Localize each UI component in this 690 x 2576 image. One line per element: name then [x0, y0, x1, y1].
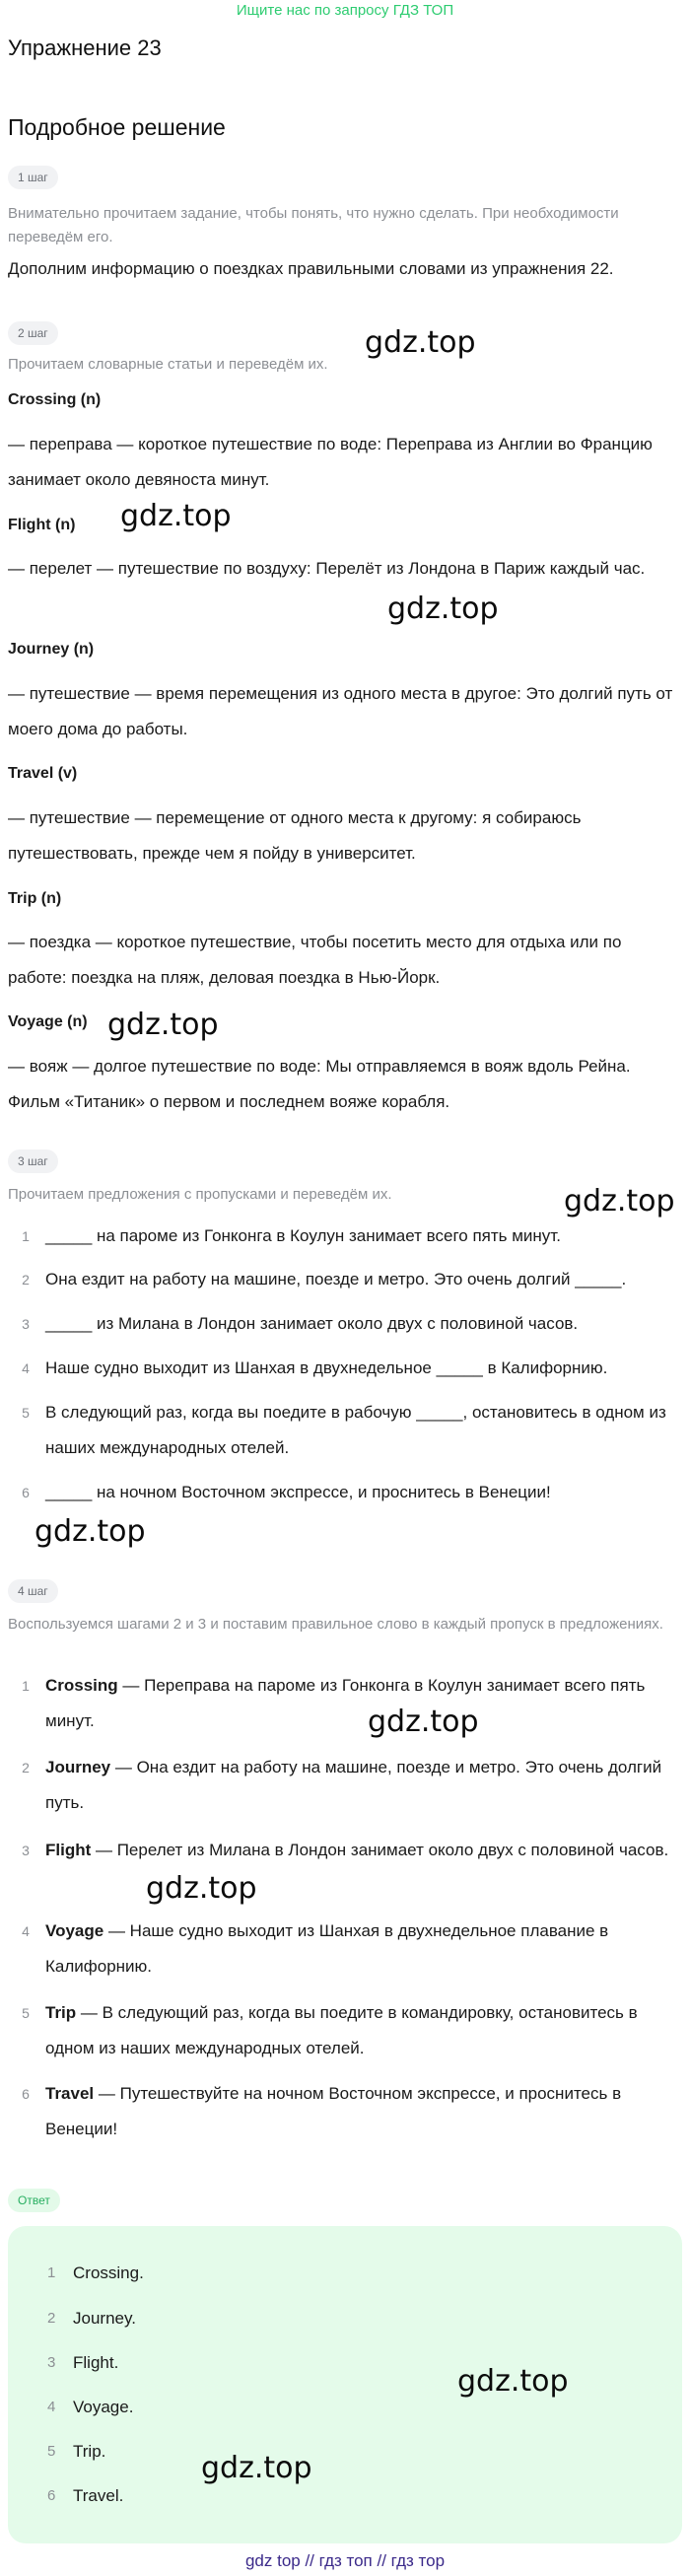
- list-text: Наше судно выходит из Шанхая в двухнедельное _____ в Калифорнию.: [45, 1358, 608, 1377]
- step-chip: 3 шаг: [8, 1149, 58, 1173]
- dictionary-term: Trip (n): [8, 890, 62, 907]
- watermark: gdz.top: [34, 1514, 146, 1549]
- answer-item: [47, 2351, 118, 2375]
- sentence-text: — Переправа на пароме из Гонконга в Коулун занимает всего пять минут.: [45, 1676, 646, 1730]
- dictionary-definition: — перелет — путешествие по воздуху: Перелёт из Лондона в Париж каждый час.: [8, 559, 646, 578]
- step-instruction: Воспользуемся шагами 2 и 3 и поставим правильное слово в каждый пропуск в предложениях.: [8, 1616, 663, 1633]
- dictionary-definition: — вояж — долгое путешествие по воде: Мы отправляемся в вояж вдоль Рейна. Фильм «Титаник» о первом и последнем вояже корабля.: [8, 1057, 631, 1111]
- list-number: 2: [22, 1272, 30, 1288]
- answer-word: Journey: [45, 1758, 111, 1776]
- step-chip: 2 шаг: [8, 321, 58, 345]
- dictionary-term: Crossing (n): [8, 391, 102, 408]
- list-item: [8, 1306, 682, 1342]
- step-instruction: Прочитаем словарные статьи и переведём их.: [8, 356, 328, 373]
- dictionary-definition: — путешествие — перемещение от одного места к другому: я собираюсь путешествовать, прежде чем я пойду в университет.: [8, 808, 582, 863]
- list-text: В следующий раз, когда вы поедите в рабочую _____, остановитесь в одном из наших международных отелей.: [45, 1403, 666, 1457]
- list-item: [8, 2076, 682, 2147]
- list-number: 4: [22, 1360, 30, 1376]
- answer-word: Flight: [45, 1841, 92, 1859]
- list-number: 1: [22, 1228, 30, 1244]
- answer-text: Travel.: [73, 2486, 124, 2505]
- list-item: [8, 1833, 682, 1868]
- list-item: [8, 1995, 682, 2066]
- list-item: [8, 1395, 682, 1466]
- sentence-text: — Наше судно выходит из Шанхая в двухнедельное плавание в Калифорнию.: [45, 1921, 609, 1976]
- search-banner[interactable]: Ищите нас по запросу ГДЗ ТОП: [236, 2, 454, 19]
- watermark: gdz.top: [368, 1705, 479, 1739]
- footer-links[interactable]: gdz top // гдз топ // гдз тор: [244, 2551, 446, 2570]
- list-number: 6: [22, 2086, 30, 2102]
- list-number: 5: [22, 2005, 30, 2021]
- answer-word: Trip: [45, 2003, 77, 2022]
- list-number: 1: [22, 1678, 30, 1694]
- list-text: _____ на пароме из Гонконга в Коулун занимает всего пять минут.: [45, 1226, 561, 1245]
- list-text: [45, 1750, 682, 1821]
- answer-item: [47, 2440, 105, 2464]
- list-number: 5: [47, 2443, 56, 2460]
- list-item: [8, 1218, 682, 1254]
- dictionary-definition: — переправа — короткое путешествие по воде: Переправа из Англии во Францию занимает около девяноста минут.: [8, 435, 653, 489]
- dictionary-term: Voyage (n): [8, 1013, 88, 1030]
- dictionary-term: Journey (n): [8, 641, 95, 658]
- answer-item: [47, 2262, 144, 2285]
- page-title: Упражнение 23: [8, 35, 162, 60]
- step-instruction: Внимательно прочитаем задание, чтобы понять, что нужно сделать. При необходимости переведём его.: [8, 205, 619, 245]
- watermark: gdz.top: [387, 592, 499, 626]
- answer-chip: Ответ: [8, 2189, 60, 2212]
- list-text: [45, 1914, 682, 1984]
- answer-text: Flight.: [73, 2353, 119, 2372]
- sentence-text: — Путешествуйте на ночном Восточном экспрессе, и проснитесь в Венеции!: [45, 2084, 622, 2138]
- sentence-text: — В следующий раз, когда вы поедите в командировку, остановитесь в одном из наших международных отелей.: [45, 2003, 638, 2057]
- list-text: [45, 2076, 682, 2147]
- section-title: Подробное решение: [8, 114, 226, 140]
- watermark: gdz.top: [365, 325, 476, 360]
- step-instruction: Прочитаем предложения с пропусками и переведём их.: [8, 1186, 392, 1203]
- answer-item: [47, 2307, 136, 2331]
- list-number: 3: [22, 1843, 30, 1858]
- list-item: [8, 1262, 682, 1297]
- list-item: [8, 1750, 682, 1821]
- step-chip: 1 шаг: [8, 166, 58, 189]
- watermark: gdz.top: [564, 1184, 675, 1218]
- list-number: 2: [22, 1760, 30, 1775]
- answer-text: Crossing.: [73, 2263, 144, 2282]
- list-number: 4: [22, 1923, 30, 1939]
- list-number: 3: [22, 1316, 30, 1332]
- list-number: 3: [47, 2354, 56, 2371]
- list-item: [8, 1914, 682, 1984]
- dictionary-definition: — путешествие — время перемещения из одного места в другое: Это долгий путь от моего дома до работы.: [8, 684, 673, 738]
- watermark: gdz.top: [146, 1871, 257, 1906]
- sentence-text: — Перелет из Милана в Лондон занимает около двух с половиной часов.: [91, 1841, 669, 1859]
- list-number: 5: [22, 1405, 30, 1421]
- list-text: _____ из Милана в Лондон занимает около двух с половиной часов.: [45, 1314, 579, 1333]
- list-text: [45, 1833, 682, 1868]
- answer-word: Travel: [45, 2084, 95, 2103]
- answer-item: [47, 2396, 133, 2419]
- answer-text: Trip.: [73, 2442, 106, 2461]
- list-text: [45, 1995, 682, 2066]
- list-number: 6: [22, 1485, 30, 1500]
- list-number: 4: [47, 2399, 56, 2415]
- watermark: gdz.top: [201, 2451, 312, 2485]
- dictionary-term: Flight (n): [8, 517, 76, 533]
- list-text: [45, 1668, 682, 1739]
- answer-text: Journey.: [73, 2309, 136, 2328]
- answer-box: [8, 2226, 682, 2543]
- list-number: 1: [47, 2264, 56, 2281]
- step-text: Дополним информацию о поездках правильными словами из упражнения 22.: [8, 259, 614, 278]
- list-number: 6: [47, 2487, 56, 2504]
- answer-word: Voyage: [45, 1921, 104, 1940]
- dictionary-term: Travel (v): [8, 765, 78, 782]
- list-text: Она ездит на работу на машине, поезде и метро. Это очень долгий _____.: [45, 1270, 627, 1288]
- watermark: gdz.top: [107, 1008, 219, 1042]
- list-number: 2: [47, 2310, 56, 2327]
- answer-text: Voyage.: [73, 2398, 134, 2416]
- list-item: [8, 1351, 682, 1386]
- sentence-text: — Она ездит на работу на машине, поезде и метро. Это очень долгий путь.: [45, 1758, 662, 1812]
- answer-word: Crossing: [45, 1676, 118, 1695]
- list-item: [8, 1475, 682, 1510]
- dictionary-definition: — поездка — короткое путешествие, чтобы посетить место для отдыха или по работе: поездка на пляж, деловая поездка в Нью-Йорк.: [8, 933, 622, 987]
- step-chip: 4 шаг: [8, 1579, 58, 1603]
- list-text: _____ на ночном Восточном экспрессе, и проснитесь в Венеции!: [45, 1483, 551, 1501]
- list-item: [8, 1668, 682, 1739]
- answer-item: [47, 2484, 123, 2508]
- watermark: gdz.top: [457, 2364, 569, 2399]
- watermark: gdz.top: [120, 499, 232, 533]
